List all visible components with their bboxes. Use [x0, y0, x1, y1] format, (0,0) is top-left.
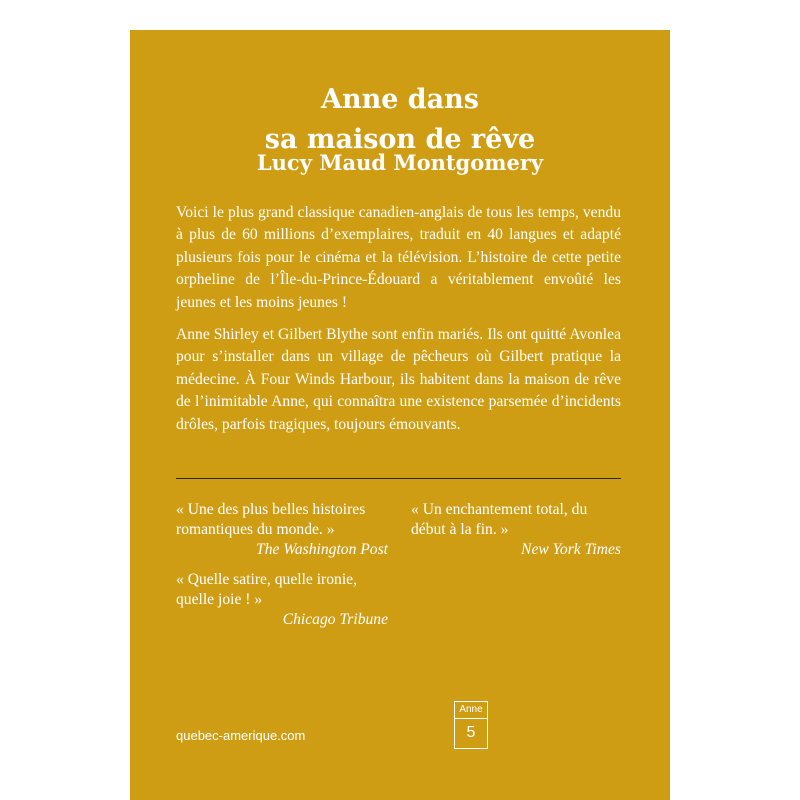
quote-line: quelle joie ! » — [176, 591, 263, 608]
summary-paragraph-2: Anne Shirley et Gilbert Blythe sont enfin mariés. Ils ont quitté Avonlea pour s’installer dans un village de pêcheurs où Gilbert pratique la médecine. À Four Winds Harbour, ils habitent dans la maison de rêve de l’inimitable Anne, qui connaîtra une existence parsemée d’incidents drôles, parfois tragiques, toujours émouvants. — [176, 326, 621, 433]
summary-paragraph-1: Voici le plus grand classique canadien-anglais de tous les temps, vendu à plus de 60 millions d’exemplaires, traduit en 40 langues et adapté plusieurs fois pour le cinéma et la télévision. L’histoire de cette petite orpheline de l’Île-du-Prince-Édouard a véritablement envoûté les jeunes et les moins jeunes ! — [176, 204, 621, 311]
press-quote-chicago-tribune — [176, 570, 388, 630]
series-badge-label: Anne — [455, 702, 487, 719]
press-quote-new-york-times — [411, 500, 621, 560]
book-back-cover — [130, 30, 670, 800]
quote-line: « Une des plus belles histoires — [176, 501, 366, 518]
quote-source: New York Times — [521, 541, 621, 558]
quote-source: Chicago Tribune — [282, 611, 388, 628]
series-badge-number: 5 — [466, 724, 476, 741]
quote-line: « Quelle satire, quelle ironie, — [176, 571, 357, 588]
title-line-1: Anne dans — [321, 84, 479, 115]
quote-source: The Washington Post — [256, 541, 388, 558]
press-quote-washington-post — [176, 500, 388, 560]
quote-line: début à la fin. » — [411, 521, 509, 538]
publisher-website: quebec-amerique.com — [176, 728, 306, 743]
quote-line: romantiques du monde. » — [176, 521, 335, 538]
book-title — [130, 80, 670, 160]
quote-line: « Un enchantement total, du — [411, 501, 588, 518]
title-line-2: sa maison de rêve — [264, 124, 536, 155]
series-badge — [454, 701, 488, 749]
book-author: Lucy Maud Montgomery — [256, 150, 544, 175]
divider — [176, 478, 621, 479]
